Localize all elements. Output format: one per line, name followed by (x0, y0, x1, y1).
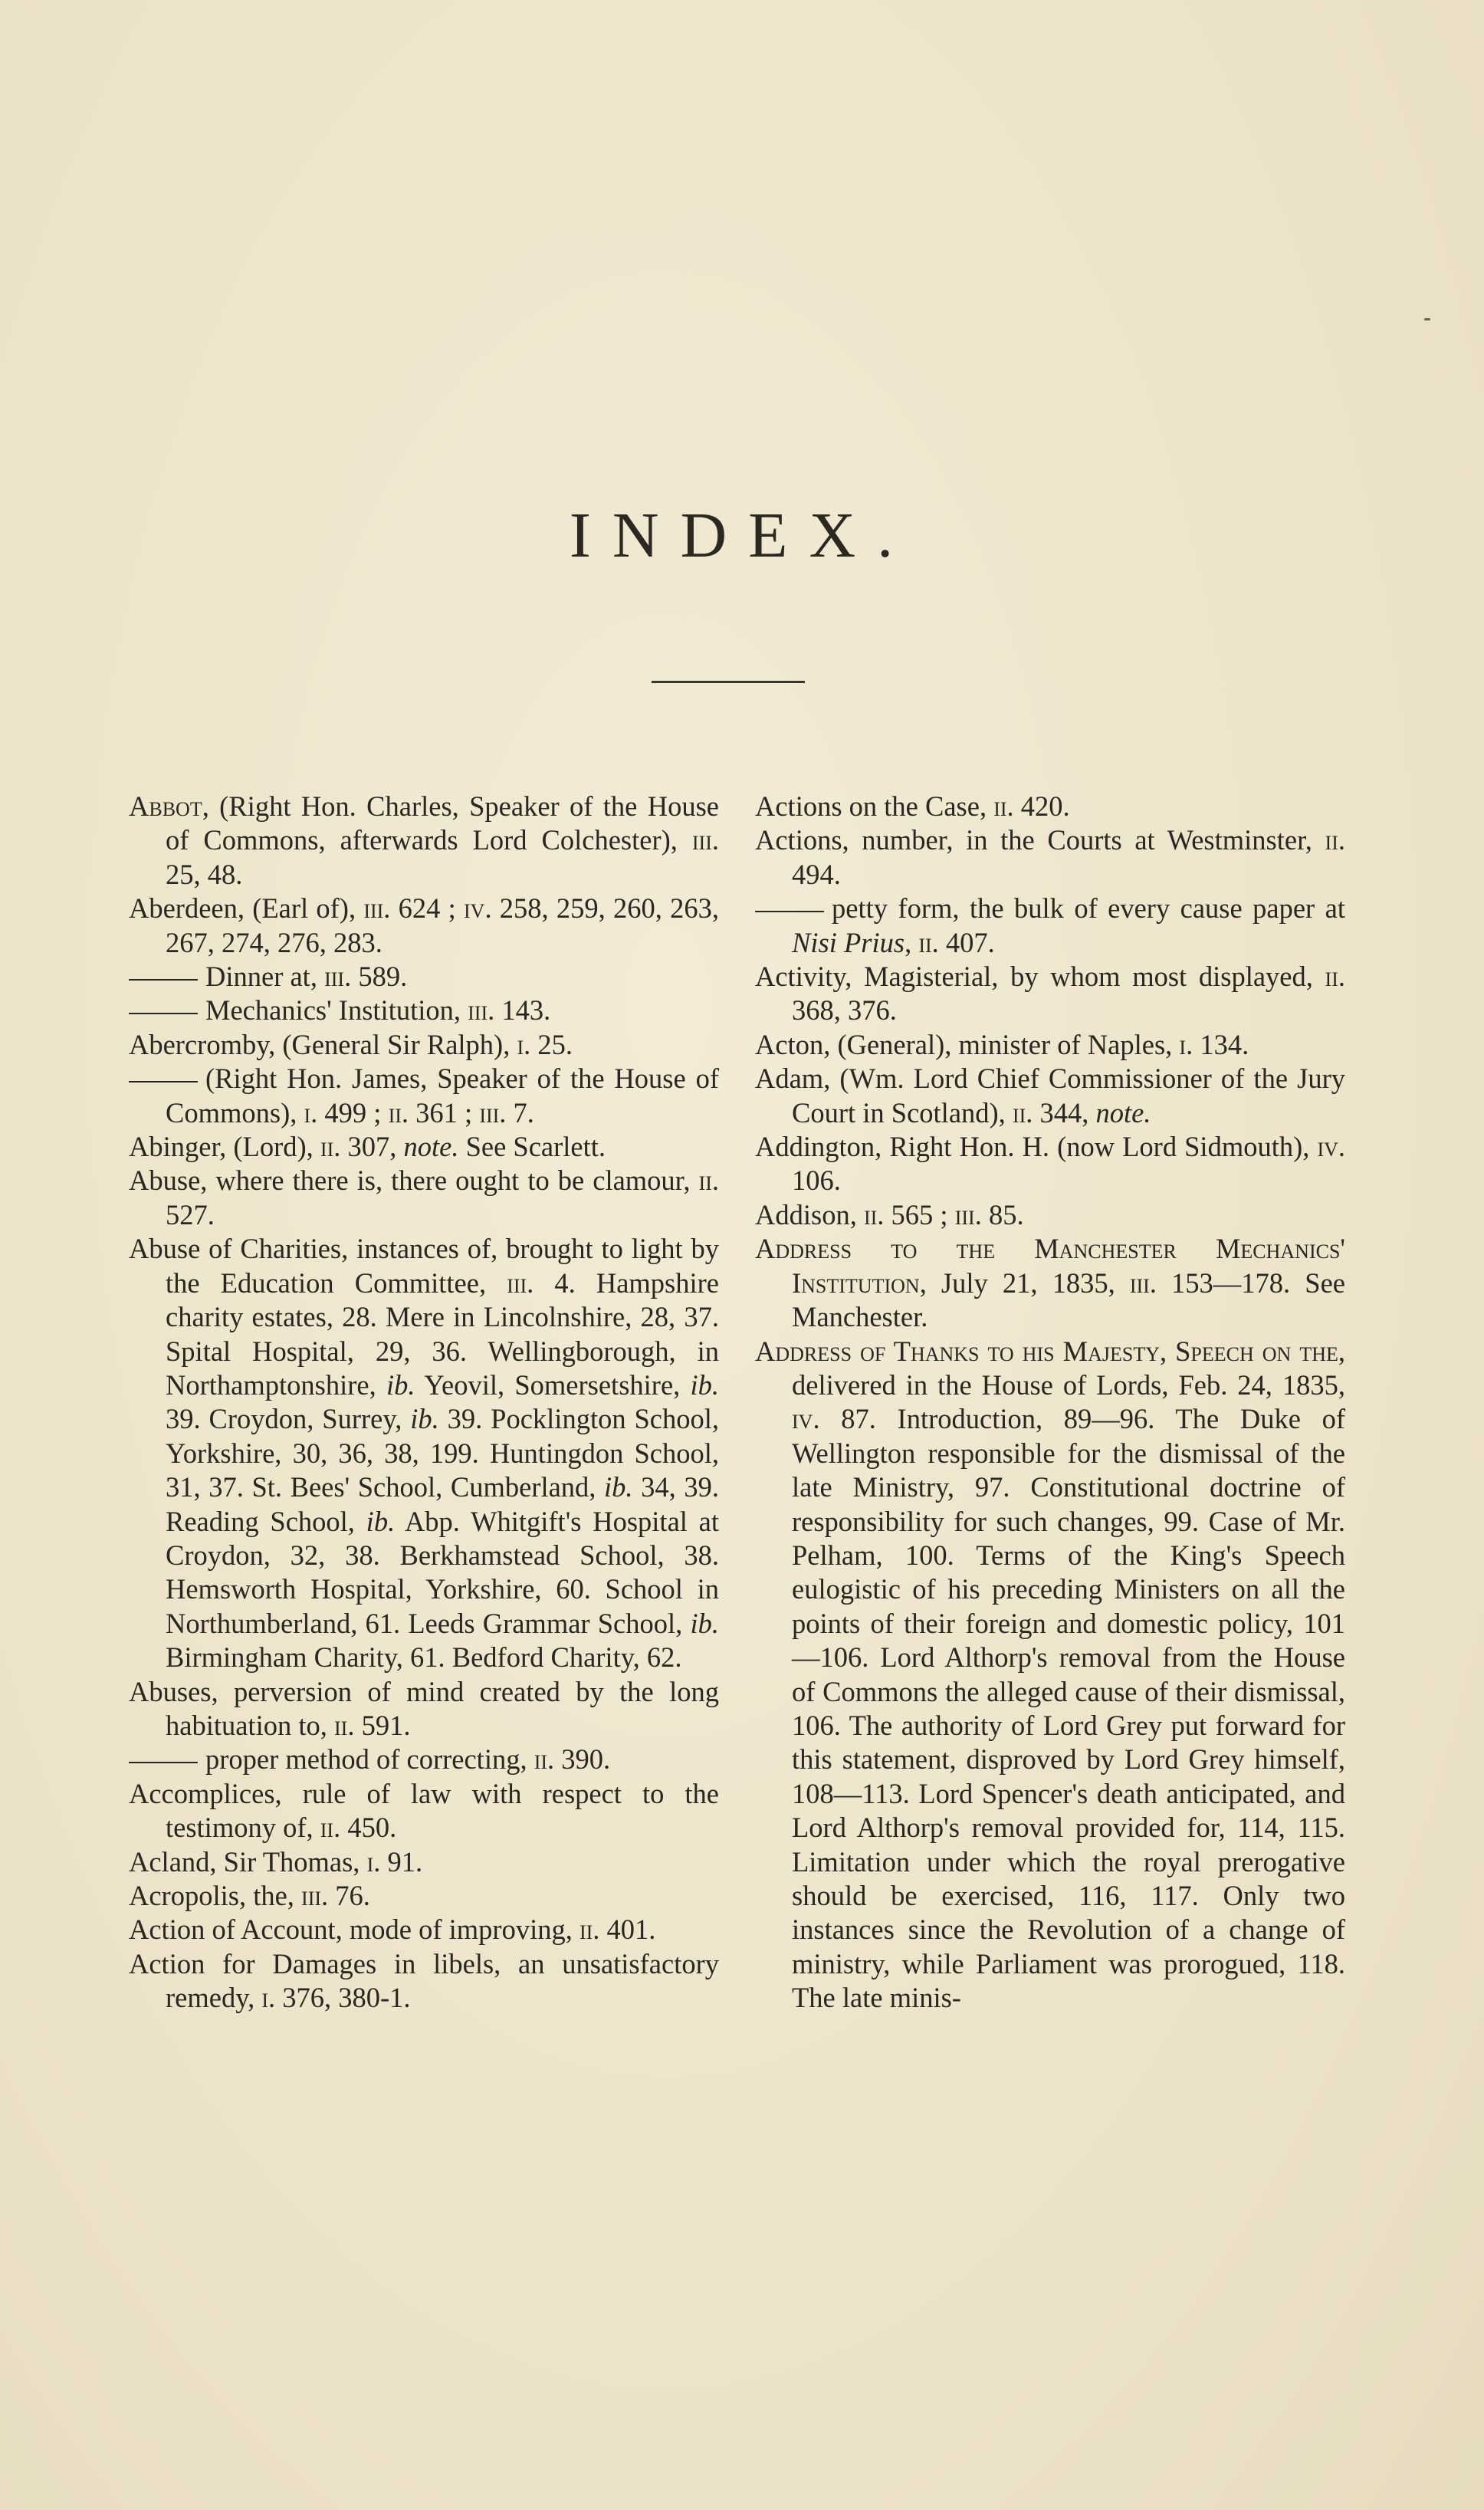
index-subentry (129, 1062, 719, 1130)
small-caps-text: ii (534, 1743, 548, 1776)
small-caps-text: iii (479, 1096, 500, 1129)
entry-text: . 76. (321, 1880, 370, 1911)
entry-text: . 565 ; (877, 1198, 955, 1230)
entry-text: Abercromby, (General Sir Ralph), (129, 1028, 517, 1060)
entry-text: Acton, (General), minister of Naples, (755, 1028, 1180, 1060)
small-caps-text: iii (691, 824, 712, 856)
entry-text: . 390. (547, 1743, 611, 1776)
small-caps-text: iv (464, 892, 485, 925)
index-subentry (129, 960, 719, 994)
entry-text: , (Right Hon. Charles, Speaker of the House of Commons, afterwards Lord Colchester), (166, 790, 719, 856)
entry-text: . 7. (499, 1096, 534, 1129)
index-entry (755, 1335, 1345, 2016)
small-caps-text: ii (918, 926, 932, 958)
entry-text: . 87. Introduction, 89—96. The Duke of Wellington responsible for the dismissal of the late Ministry, 97. Constitutional doctrine of responsibility for such changes, 99. Case of Mr. Pelham, 100. Terms of the King's Speech eulogistic of his preceding Ministers on all the points of their foreign and domestic policy, 101—106. Lord Althorp's removal from the House of Commons the alleged cause of their dismissal, 106. The authority of Lord Grey put forward for this statement, disproved by Lord Grey himself, 108—113. Lord Spencer's death anticipated, and Lord Althorp's removal provided for, 114, 115. Limitation under which the royal prerogative should be exercised, 116, 117. Only two instances since the Revolution of a change of ministry, while Parliament was prorogued, 118. The late minis- (792, 1403, 1345, 2014)
entry-text: proper method of correcting, (205, 1743, 534, 1776)
entry-text: , July 21, 1835, (919, 1266, 1130, 1299)
italic-text: ib. (410, 1403, 439, 1435)
index-entry (129, 1028, 719, 1062)
index-subentry (129, 1743, 719, 1776)
entry-text: Abp. Whitgift's Hospital at Croydon, 32, 38. Berkhamstead School, 38. Hemsworth Hospital, Yorkshire, 60. School in Northumberland, 61. Leeds Grammar School, (166, 1505, 720, 1639)
small-caps-text: i (517, 1028, 524, 1060)
index-entry (129, 1675, 719, 1743)
entry-text: . 153—178. See Manchester. (792, 1266, 1345, 1333)
small-caps-text: iii (1129, 1266, 1150, 1299)
entry-text: Acland, Sir Thomas, (129, 1845, 367, 1878)
index-entry (755, 823, 1345, 892)
small-caps-text: iii (507, 1266, 527, 1299)
entry-text: Activity, Magisterial, by whom most displayed, (755, 961, 1325, 993)
entry-text: Acropolis, the, (129, 1880, 302, 1911)
entry-text: . 85. (974, 1198, 1024, 1230)
index-entry (129, 1130, 719, 1164)
small-caps-text: iv (792, 1403, 813, 1435)
entry-text: Yeovil, Somersetshire, (415, 1368, 691, 1401)
entry-text: . 624 ; (383, 892, 465, 925)
entry-text: 39. Pocklington School, Yorkshire, 30, 36, 38, 199. Huntingdon School, 31, 37. St. Bees' School, Cumberland, (166, 1403, 719, 1503)
entry-text: Addington, Right Hon. H. (now Lord Sidmouth), (755, 1131, 1318, 1163)
entry-text: Abuse, where there is, there ought to be clamour, (129, 1165, 699, 1197)
index-entry (129, 1777, 719, 1845)
small-caps-text: i (366, 1845, 374, 1878)
ditto-dash (755, 911, 824, 912)
entry-text: . 258, 259, 260, 263, 267, 274, 276, 283. (166, 892, 719, 958)
index-entry (755, 1232, 1345, 1334)
left-column (129, 790, 719, 2016)
entry-text: (Right Hon. James, Speaker of the House of Commons), (166, 1063, 719, 1129)
index-entry (129, 1232, 719, 1674)
entry-text: . 25. (524, 1028, 573, 1060)
entry-text: . 407. (931, 926, 995, 958)
entry-text: Action of Account, mode of improving, (129, 1914, 579, 1946)
small-caps-text: iii (324, 961, 345, 993)
small-caps-text: ii (1012, 1096, 1026, 1129)
small-caps-text: ii (863, 1198, 878, 1230)
index-entry (129, 1879, 719, 1913)
entry-text: . 420. (1006, 790, 1070, 822)
title-rule (652, 681, 805, 683)
entry-text: Birmingham Charity, 61. Bedford Charity, 62. (166, 1641, 682, 1674)
entry-text: Mechanics' Institution, (205, 994, 468, 1027)
index-entry (755, 1130, 1345, 1198)
entry-text: . 450. (333, 1812, 397, 1844)
italic-text: ib. (386, 1368, 415, 1401)
index-entry (129, 1913, 719, 1947)
index-entry (755, 1198, 1345, 1232)
index-subentry (755, 892, 1345, 960)
index-entry (755, 1028, 1345, 1062)
small-caps-text: ii (1325, 961, 1338, 993)
index-entry (129, 790, 719, 892)
entry-text: Abuse of Charities, instances of, brought to light by the Education Committee, (129, 1233, 719, 1299)
entry-text: Abuses, perversion of mind created by the long habituation to, (129, 1675, 719, 1741)
small-caps-text: iii (301, 1880, 322, 1911)
italic-text: ib. (366, 1505, 396, 1537)
small-caps-text: ii (388, 1096, 402, 1129)
italic-text: Nisi Prius (792, 926, 905, 958)
small-caps-text: Address of Thanks to his Majesty, Speech on the (755, 1335, 1338, 1367)
entry-text: , (905, 926, 919, 958)
entry-text: . 344, (1026, 1096, 1096, 1129)
small-caps-text: i (1179, 1028, 1187, 1060)
index-entry (129, 892, 719, 960)
italic-text: ib. (690, 1607, 719, 1639)
entry-text: Actions on the Case, (755, 790, 994, 822)
italic-text: note. (403, 1131, 459, 1163)
index-entry (755, 960, 1345, 1028)
entry-text: 39. Croydon, Surrey, (166, 1403, 411, 1435)
entry-text: . 91. (373, 1845, 423, 1878)
entry-text: . 368, 376. (792, 961, 1345, 1027)
index-entry (755, 790, 1345, 823)
small-caps-text: ii (579, 1914, 593, 1946)
small-caps-text: ii (1325, 824, 1338, 856)
entry-text: . 143. (488, 994, 551, 1027)
entry-text: . 106. (792, 1131, 1345, 1197)
right-column (755, 790, 1345, 2016)
entry-text: . 494. (792, 824, 1345, 890)
page-title: INDEX. (569, 500, 915, 571)
italic-text: ib. (690, 1368, 720, 1401)
small-caps-text: iii (468, 994, 488, 1027)
ditto-dash (129, 1762, 198, 1763)
entry-text: Dinner at, (205, 961, 325, 993)
entry-text: . 499 ; (310, 1096, 389, 1129)
small-caps-text: Address to the Manchester Mechanics' Institution (755, 1233, 1345, 1299)
ditto-dash (129, 979, 198, 981)
small-caps-text: iv (1317, 1131, 1338, 1163)
small-caps-text: Abbot (129, 790, 202, 822)
index-entry (129, 1845, 719, 1879)
entry-text: . 591. (347, 1709, 411, 1741)
index-subentry (129, 994, 719, 1027)
entry-text: Aberdeen, (Earl of), (129, 892, 364, 925)
small-caps-text: ii (320, 1131, 334, 1163)
entry-text: 34, 39. Reading School, (166, 1471, 719, 1537)
small-caps-text: ii (320, 1812, 334, 1844)
entry-text: . 527. (166, 1165, 719, 1230)
entry-text: . 134. (1186, 1028, 1249, 1060)
entry-text: See Scarlett. (458, 1131, 606, 1163)
entry-text: , delivered in the House of Lords, Feb. 24, 1835, (792, 1335, 1345, 1401)
index-entry (755, 1062, 1345, 1130)
ditto-dash (129, 1013, 198, 1014)
italic-text: note. (1095, 1096, 1151, 1129)
index-entry (129, 1947, 719, 2016)
small-caps-text: ii (698, 1165, 712, 1197)
entry-text: Abinger, (Lord), (129, 1131, 320, 1163)
italic-text: ib. (604, 1471, 633, 1503)
entry-text: Actions, number, in the Courts at Westminster, (755, 824, 1325, 856)
small-caps-text: iii (363, 892, 384, 925)
index-entry (129, 1164, 719, 1232)
entry-text: . 589. (344, 961, 408, 993)
ditto-dash (129, 1081, 198, 1083)
small-caps-text: iii (954, 1198, 975, 1230)
entry-text: . 376, 380-1. (268, 1982, 411, 2014)
entry-text: Addison, (755, 1198, 864, 1230)
entry-text: Adam, (Wm. Lord Chief Commissioner of the Jury Court in Scotland), (755, 1063, 1345, 1129)
entry-text: Accomplices, rule of law with respect to the testimony of, (129, 1777, 719, 1844)
paper-speck (1424, 318, 1430, 320)
small-caps-text: i (261, 1982, 268, 2014)
small-caps-text: ii (333, 1709, 348, 1741)
small-caps-text: ii (993, 790, 1007, 822)
entry-text: . 307, (333, 1131, 404, 1163)
entry-text: petty form, the bulk of every cause paper at (832, 892, 1345, 925)
entry-text: Action for Damages in libels, an unsatisfactory remedy, (129, 1947, 719, 2014)
entry-text: . 25, 48. (166, 824, 719, 890)
entry-text: . 4. Hampshire charity estates, 28. Mere in Lincolnshire, 28, 37. Spital Hospital, 29, 36. Wellingborough, in Northamptonshire, (166, 1266, 719, 1401)
small-caps-text: i (304, 1096, 311, 1129)
entry-text: . 401. (593, 1914, 656, 1946)
entry-text: . 361 ; (401, 1096, 480, 1129)
